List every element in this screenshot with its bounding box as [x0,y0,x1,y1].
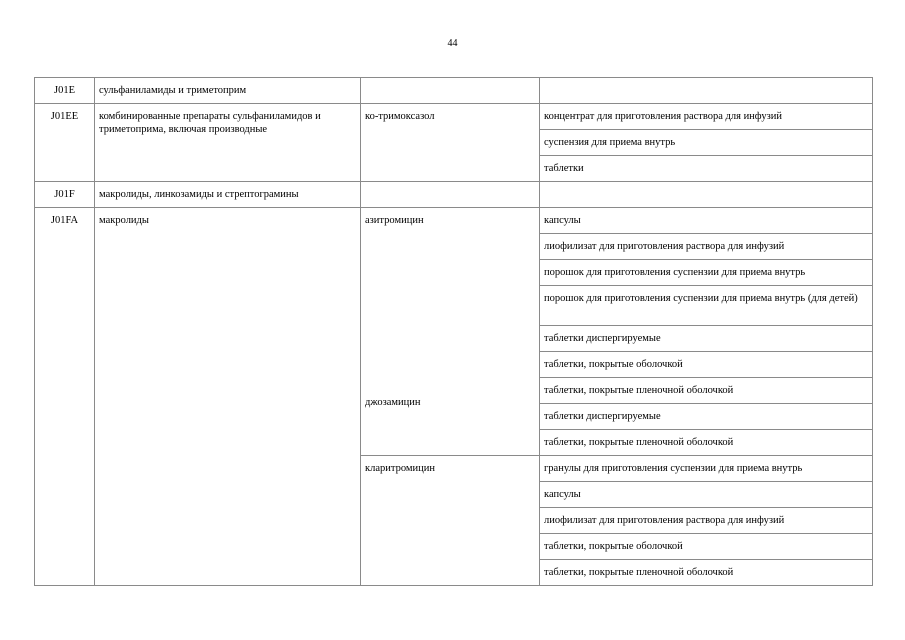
group-name: макролиды, линкозамиды и стрептограмины [95,182,361,208]
empty-cell [361,182,540,208]
dosage-form: гранулы для приготовления суспензии для приема внутрь [540,456,873,482]
dosage-form: капсулы [540,482,873,508]
drug-classification-table [34,77,873,586]
dosage-form: лиофилизат для приготовления раствора для инфузий [540,234,873,260]
group-name: комбинированные препараты сульфаниламидов и триметоприма, включая производные [95,104,361,182]
dosage-form: капсулы [540,208,873,234]
atc-code: J01E [35,78,95,104]
group-name: сульфаниламиды и триметоприм [95,78,361,104]
empty-cell [540,78,873,104]
table-row [35,104,873,130]
dosage-form: таблетки, покрытые пленочной оболочкой [540,430,873,456]
empty-cell [540,182,873,208]
atc-code: J01EE [35,104,95,182]
page-number: 44 [447,38,458,49]
dosage-form: таблетки, покрытые пленочной оболочкой [540,560,873,586]
dosage-form: таблетки, покрытые оболочкой [540,534,873,560]
atc-code: J01F [35,182,95,208]
dosage-form: концентрат для приготовления раствора для инфузий [540,104,873,130]
dosage-form: таблетки диспергируемые [540,404,873,430]
dosage-form: порошок для приготовления суспензии для приема внутрь [540,260,873,286]
dosage-form: таблетки, покрытые оболочкой [540,352,873,378]
dosage-form: лиофилизат для приготовления раствора для инфузий [540,508,873,534]
drug-name: азитромицин [365,215,424,226]
drug-name: ко-тримоксазол [361,104,540,182]
dosage-form: суспензия для приема внутрь [540,130,873,156]
group-name: макролиды [95,208,361,586]
table-row [35,78,873,104]
empty-cell [361,78,540,104]
dosage-form: таблетки, покрытые пленочной оболочкой [540,378,873,404]
drug-name: джозамицин [365,397,421,408]
table-row [35,182,873,208]
dosage-form: таблетки [540,156,873,182]
dosage-form: таблетки диспергируемые [540,326,873,352]
table-row [35,208,873,234]
dosage-form: порошок для приготовления суспензии для приема внутрь (для детей) [540,286,873,326]
atc-code: J01FA [35,208,95,586]
drug-name: кларитромицин [361,456,540,586]
drug-name-azithromycin-josamycin [361,208,540,456]
